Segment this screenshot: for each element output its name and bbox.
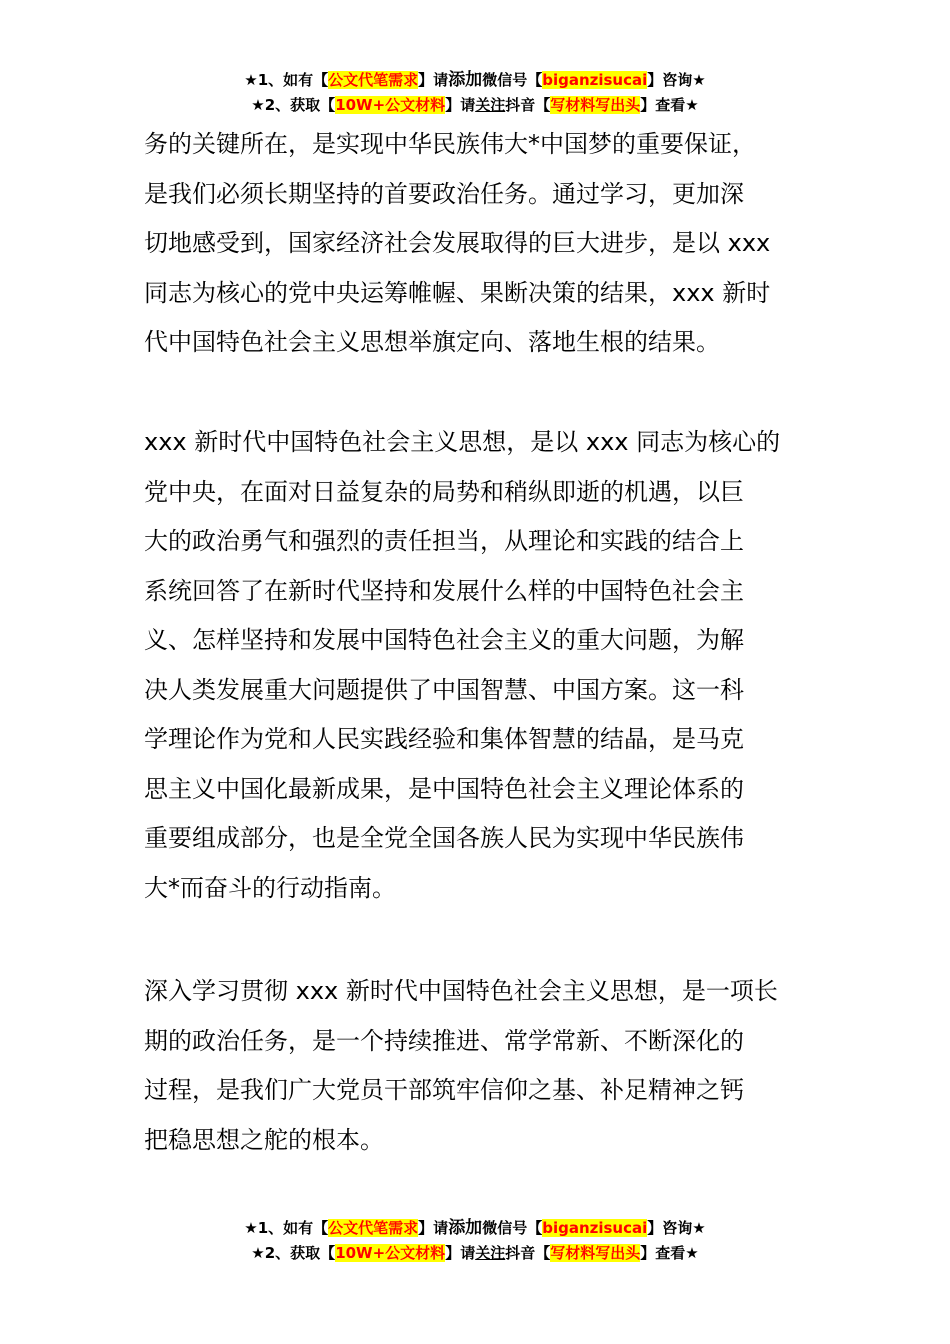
paragraph-line: 重要组成部分，也是全党全国各族人民为实现中华民族伟 xyxy=(144,824,744,852)
paragraph-line: 党中央，在面对日益复杂的局势和稍纵即逝的机遇，以巨 xyxy=(144,477,744,506)
banner-line-2 xyxy=(0,93,950,118)
footer-banner xyxy=(0,1216,950,1266)
banner-text: ★2、获取【 xyxy=(251,1244,336,1262)
banner-highlight: 10W+公文材料 xyxy=(335,96,446,114)
banner-text: 】咨询★ xyxy=(647,71,706,89)
banner-text: 抖音【 xyxy=(505,96,551,114)
paragraph xyxy=(144,120,809,368)
banner-highlight: 10W+公文材料 xyxy=(335,1244,446,1262)
paragraph-line: 切地感受到，国家经济社会发展取得的巨大进步，是以 xxx xyxy=(144,229,771,257)
banner-text: 抖音【 xyxy=(505,1244,551,1262)
banner-emphasis: 关注 xyxy=(475,1244,506,1262)
banner-line-2 xyxy=(0,1241,950,1266)
paragraph-line: 同志为核心的党中央运筹帷幄、果断决策的结果，xxx 新时 xyxy=(144,278,771,307)
banner-text: 微信号【 xyxy=(482,71,543,89)
banner-highlight: 写材料写出头 xyxy=(550,96,641,114)
banner-highlight: 写材料写出头 xyxy=(550,1244,641,1262)
banner-emphasis: 关注 xyxy=(475,96,506,114)
banner-text: ★2、获取【 xyxy=(251,96,336,114)
banner-text: 】请 xyxy=(445,96,476,114)
paragraph-line: 务的关键所在，是实现中华民族伟大*中国梦的重要保证， xyxy=(144,130,756,158)
banner-text: 】查看★ xyxy=(640,1244,699,1262)
paragraph-line: 系统回答了在新时代坚持和发展什么样的中国特色社会主 xyxy=(144,576,744,605)
banner-text: ★1、如有【 xyxy=(244,1219,329,1237)
paragraph-line: 把稳思想之舵的根本。 xyxy=(144,1125,384,1154)
paragraph-line: 思主义中国化最新成果，是中国特色社会主义理论体系的 xyxy=(144,774,744,803)
paragraph-line: 义、怎样坚持和发展中国特色社会主义的重大问题，为解 xyxy=(144,626,744,654)
paragraph-line: 学理论作为党和人民实践经验和集体智慧的结晶，是马克 xyxy=(144,725,744,753)
banner-text: 微信号【 xyxy=(482,1219,543,1237)
header-banner xyxy=(0,68,950,118)
paragraph xyxy=(144,967,809,1165)
banner-text: 】请 xyxy=(418,71,449,89)
paragraph-line: 大*而奋斗的行动指南。 xyxy=(144,873,396,902)
banner-line-1 xyxy=(0,1216,950,1241)
paragraph-line: 过程，是我们广大党员干部筑牢信仰之基、补足精神之钙 xyxy=(144,1076,744,1104)
banner-highlight: biganzisucai xyxy=(542,1219,648,1237)
banner-highlight: biganzisucai xyxy=(542,71,648,89)
paragraph-line: xxx 新时代中国特色社会主义思想，是以 xxx 同志为核心的 xyxy=(144,428,781,456)
banner-text: 】咨询★ xyxy=(647,1219,706,1237)
banner-text: 】查看★ xyxy=(640,96,699,114)
paragraph-line: 期的政治任务，是一个持续推进、常学常新、不断深化的 xyxy=(144,1026,744,1055)
paragraph-line: 代中国特色社会主义思想举旗定向、落地生根的结果。 xyxy=(144,328,720,356)
banner-text: 】请 xyxy=(418,1219,449,1237)
banner-text: ★1、如有【 xyxy=(244,71,329,89)
paragraph-line: 深入学习贯彻 xxx 新时代中国特色社会主义思想，是一项长 xyxy=(144,977,778,1005)
banner-text: 】请 xyxy=(445,1244,476,1262)
banner-emphasis: 添加 xyxy=(448,1218,483,1238)
paragraph-line: 大的政治勇气和强烈的责任担当，从理论和实践的结合上 xyxy=(144,527,744,555)
banner-emphasis: 添加 xyxy=(448,70,483,90)
paragraph-line: 决人类发展重大问题提供了中国智慧、中国方案。这一科 xyxy=(144,675,744,704)
banner-line-1 xyxy=(0,68,950,93)
paragraph xyxy=(144,418,809,913)
paragraph-line: 是我们必须长期坚持的首要政治任务。通过学习，更加深 xyxy=(144,179,744,208)
banner-highlight: 公文代笔需求 xyxy=(328,1219,419,1237)
banner-highlight: 公文代笔需求 xyxy=(328,71,419,89)
